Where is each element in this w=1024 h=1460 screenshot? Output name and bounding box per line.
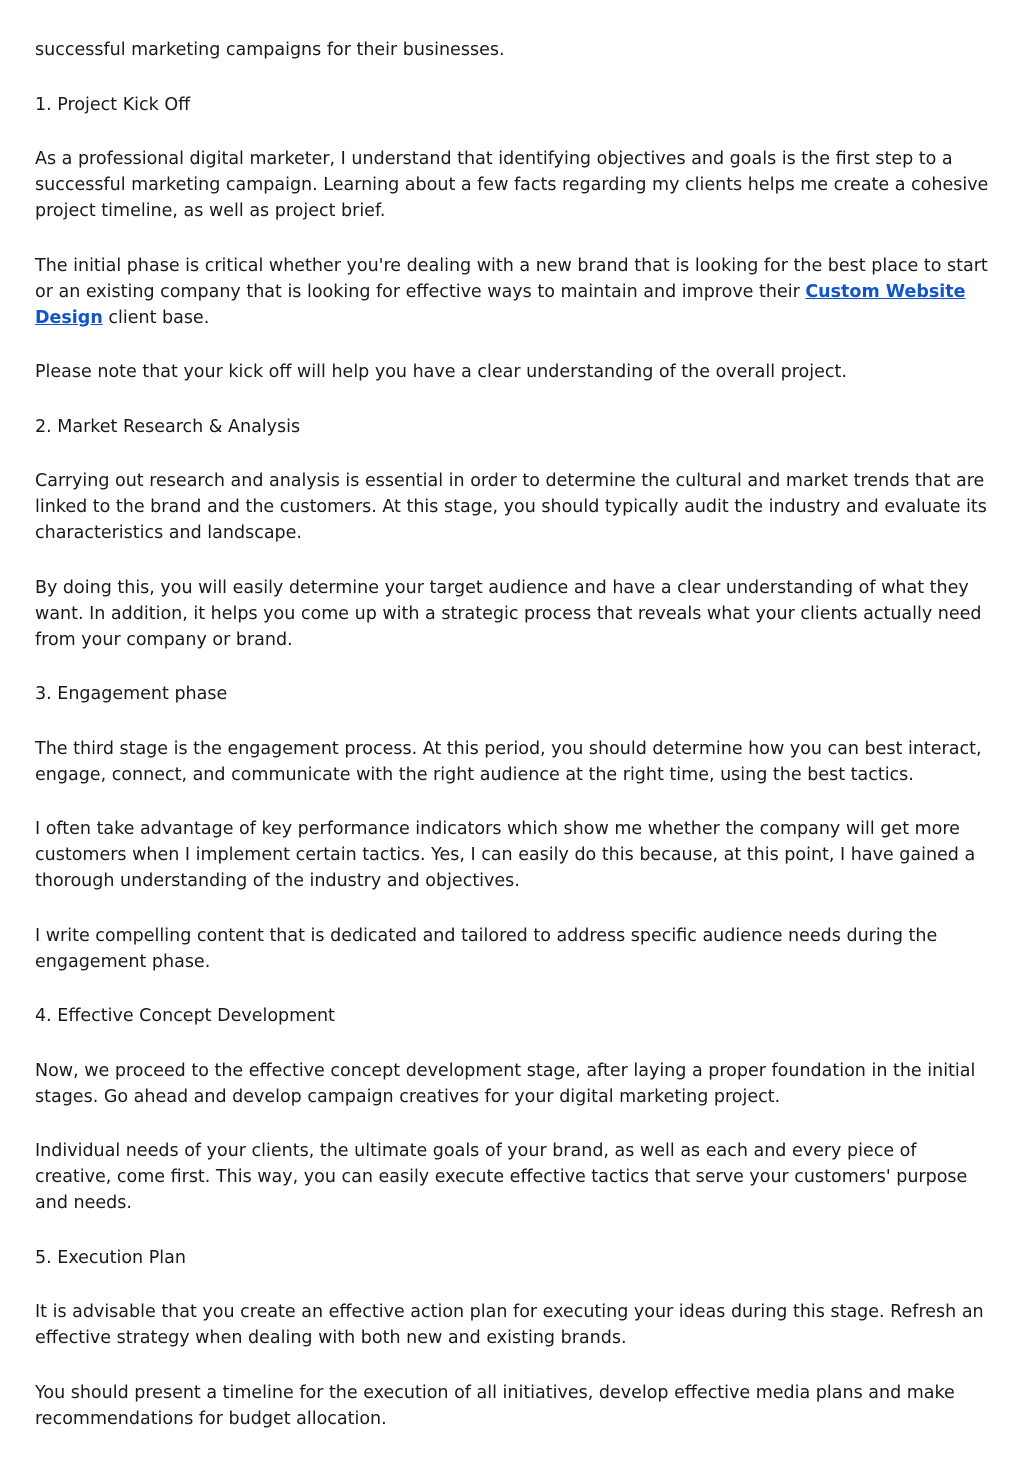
- section-heading-concept-development: 4. Effective Concept Development: [35, 1006, 335, 1026]
- paragraph-timeline: You should present a timeline for the execution of all initiatives, develop effective media plans and make recommendations for budget allocation.: [35, 1382, 955, 1429]
- document-body: [35, 37, 995, 1460]
- paragraph-initial-phase-text-end: client base.: [102, 307, 210, 328]
- paragraph-engagement-process: The third stage is the engagement process. At this period, you should determine how you can best interact, engage, connect, and communicate with the right audience at the right time, using the best tactics.: [35, 738, 982, 785]
- section-heading-engagement-phase: 3. Engagement phase: [35, 684, 228, 704]
- paragraph-intro-continuation: successful marketing campaigns for their businesses.: [35, 40, 505, 60]
- section-heading-project-kick-off: 1. Project Kick Off: [35, 94, 191, 115]
- paragraph-target-audience: By doing this, you will easily determine your target audience and have a clear understanding of what they want. In addition, it helps you come up with a strategic process that reveals what your clients actually need from your company or brand.: [35, 577, 982, 650]
- section-heading-execution-plan: 5. Execution Plan: [35, 1247, 186, 1268]
- paragraph-initial-phase-text: The initial phase is critical whether you're dealing with a new brand that is looking for the best place to start or an existing company that is looking for effective ways to maintain and improve their: [35, 255, 988, 302]
- paragraph-initial-phase: [35, 253, 995, 331]
- paragraph-action-plan: It is advisable that you create an effective action plan for executing your ideas during this stage. Refresh an effective strategy when dealing with both new and existing brands.: [35, 1302, 984, 1348]
- paragraph-kick-off-note: Please note that your kick off will help you have a clear understanding of the overall project.: [35, 362, 847, 382]
- paragraph-concept-stage: Now, we proceed to the effective concept development stage, after laying a proper foundation in the initial stages. Go ahead and develop campaign creatives for your digital marketing project.: [35, 1060, 976, 1107]
- paragraph-individual-needs: Individual needs of your clients, the ultimate goals of your brand, as well as each and every piece of creative, come first. This way, you can easily execute effective tactics that serve your customers' purpose and needs.: [35, 1141, 968, 1213]
- custom-website-design-link[interactable]: Custom Website Design: [35, 281, 966, 328]
- paragraph-kick-off-objectives: As a professional digital marketer, I understand that identifying objectives and goals is the first step to a successful marketing campaign. Learning about a few facts regarding my clients helps me create a cohesive project timeline, as well as project brief.: [35, 149, 989, 221]
- section-heading-market-research: 2. Market Research & Analysis: [35, 416, 301, 437]
- paragraph-compelling-content: I write compelling content that is dedicated and tailored to address specific audience needs during the engagement phase.: [35, 925, 938, 972]
- paragraph-research-analysis: Carrying out research and analysis is essential in order to determine the cultural and market trends that are linked to the brand and the customers. At this stage, you should typically audit the industry and evaluate its characteristics and landscape.: [35, 471, 987, 543]
- paragraph-kpi: I often take advantage of key performance indicators which show me whether the company will get more customers when I implement certain tactics. Yes, I can easily do this because, at this point, I have gained a thorough understanding of the industry and objectives.: [35, 819, 976, 891]
